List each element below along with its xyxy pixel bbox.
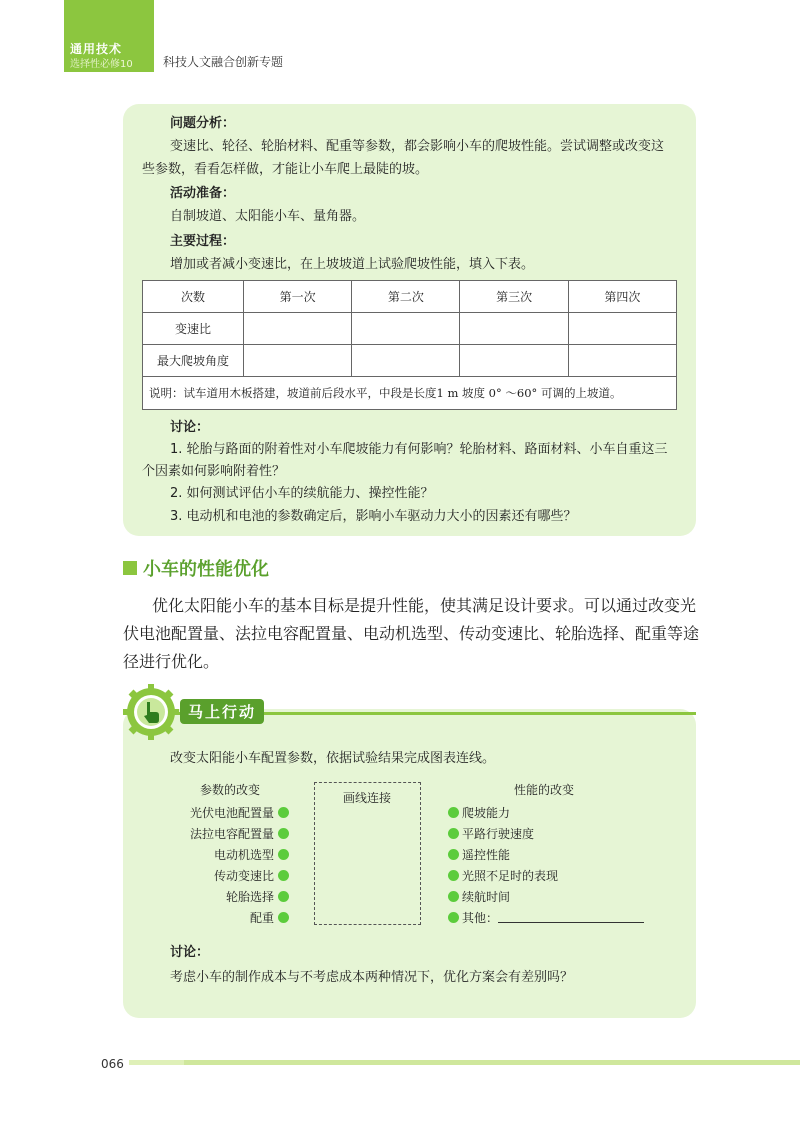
right-connector-dot[interactable] [448,870,459,881]
table-header-cell: 第三次 [460,281,568,313]
table-row-label: 变速比 [143,313,244,345]
section-paragraph-line2: 伏电池配置量、法拉电容配置量、电动机选型、传动变速比、轮胎选择、配重等途 [123,624,700,643]
left-connector-dot[interactable] [278,891,289,902]
table-cell[interactable] [352,313,460,345]
table-row [143,345,677,377]
right-item: 爬坡能力 [462,806,511,820]
right-column-heading: 性能的改变 [514,783,575,797]
footer-bar-accent [184,1060,800,1065]
table-cell[interactable] [460,313,568,345]
table-row [143,281,677,313]
right-item: 平路行驶速度 [462,827,535,841]
left-item: 电动机选型 [213,848,274,862]
discussion-q2: 2. 如何测试评估小车的续航能力、操控性能？ [170,486,434,501]
process-text: 增加或者减小变速比，在上坡坡道上试验爬坡性能，填入下表。 [170,257,535,272]
discussion-q1-line1: 1. 轮胎与路面的附着性对小车爬坡能力有何影响？轮胎材料、路面材料、小车自重这三 [170,442,668,457]
table-cell[interactable] [568,313,676,345]
right-connector-dot[interactable] [448,891,459,902]
connection-area-label: 画线连接 [343,791,392,805]
prep-heading: 活动准备： [170,186,236,201]
experiment-table [142,280,677,410]
section-square-icon [123,561,137,575]
table-header-cell: 第一次 [244,281,352,313]
left-connector-dot[interactable] [278,912,289,923]
table-header-cell: 次数 [143,281,244,313]
action-discussion-text: 考虑小车的制作成本与不考虑成本两种情况下，优化方案会有差别吗？ [170,970,574,985]
book-title: 通用技术 [70,42,123,56]
table-row [143,377,677,410]
discussion-heading: 讨论： [170,420,210,435]
left-column-heading: 参数的改变 [200,783,261,797]
left-item: 传动变速比 [213,869,274,883]
left-item: 法拉电容配置量 [189,827,274,841]
left-connector-dot[interactable] [278,807,289,818]
gear-hand-icon [123,684,179,740]
right-item: 光照不足时的表现 [462,869,559,883]
action-discussion-heading: 讨论： [170,945,210,960]
section-paragraph-line1: 优化太阳能小车的基本目标是提升性能，使其满足设计要求。可以通过改变光 [152,596,697,615]
analysis-heading: 问题分析： [170,116,236,131]
analysis-text-line2: 些参数，看看怎样做，才能让小车爬上最陡的坡。 [142,162,429,177]
table-cell[interactable] [460,345,568,377]
discussion-q1-line2: 个因素如何影响附着性？ [142,464,286,479]
right-connector-dot[interactable] [448,849,459,860]
chapter-title: 科技人文融合创新专题 [163,55,284,69]
section-paragraph-line3: 径进行优化。 [123,652,220,671]
book-subtitle: 选择性必修10 [70,59,133,70]
page-number: 066 [101,1057,124,1071]
right-connector-dot[interactable] [448,828,459,839]
right-item: 续航时间 [462,890,511,904]
action-intro: 改变太阳能小车配置参数，依据试验结果完成图表连线。 [170,751,496,766]
table-row [143,313,677,345]
other-answer-line[interactable] [498,922,644,923]
table-header-cell: 第四次 [568,281,676,313]
action-badge-label: 马上行动 [180,699,264,724]
left-item: 配重 [249,911,274,925]
analysis-text-line1: 变速比、轮径、轮胎材料、配重等参数，都会影响小车的爬坡性能。尝试调整或改变这 [170,139,665,154]
left-connector-dot[interactable] [278,849,289,860]
left-item: 光伏电池配置量 [189,806,274,820]
section-title: 小车的性能优化 [143,559,269,580]
discussion-q3: 3. 电动机和电池的参数确定后，影响小车驱动力大小的因素还有哪些？ [170,509,577,524]
table-header-cell: 第二次 [352,281,460,313]
left-connector-dot[interactable] [278,870,289,881]
table-cell[interactable] [352,345,460,377]
right-connector-dot[interactable] [448,912,459,923]
right-connector-dot[interactable] [448,807,459,818]
left-item: 轮胎选择 [225,890,274,904]
prep-text: 自制坡道、太阳能小车、量角器。 [170,209,366,224]
table-cell[interactable] [568,345,676,377]
table-cell[interactable] [244,345,352,377]
left-connector-dot[interactable] [278,828,289,839]
table-row-label: 最大爬坡角度 [143,345,244,377]
right-item: 遥控性能 [462,848,511,862]
process-heading: 主要过程： [170,234,236,249]
right-item: 其他： [462,911,499,925]
table-note: 说明：试车道用木板搭建，坡道前后段水平，中段是长度1 m 坡度 0° ～60° 可调的上坡道。 [143,377,677,410]
table-cell[interactable] [244,313,352,345]
